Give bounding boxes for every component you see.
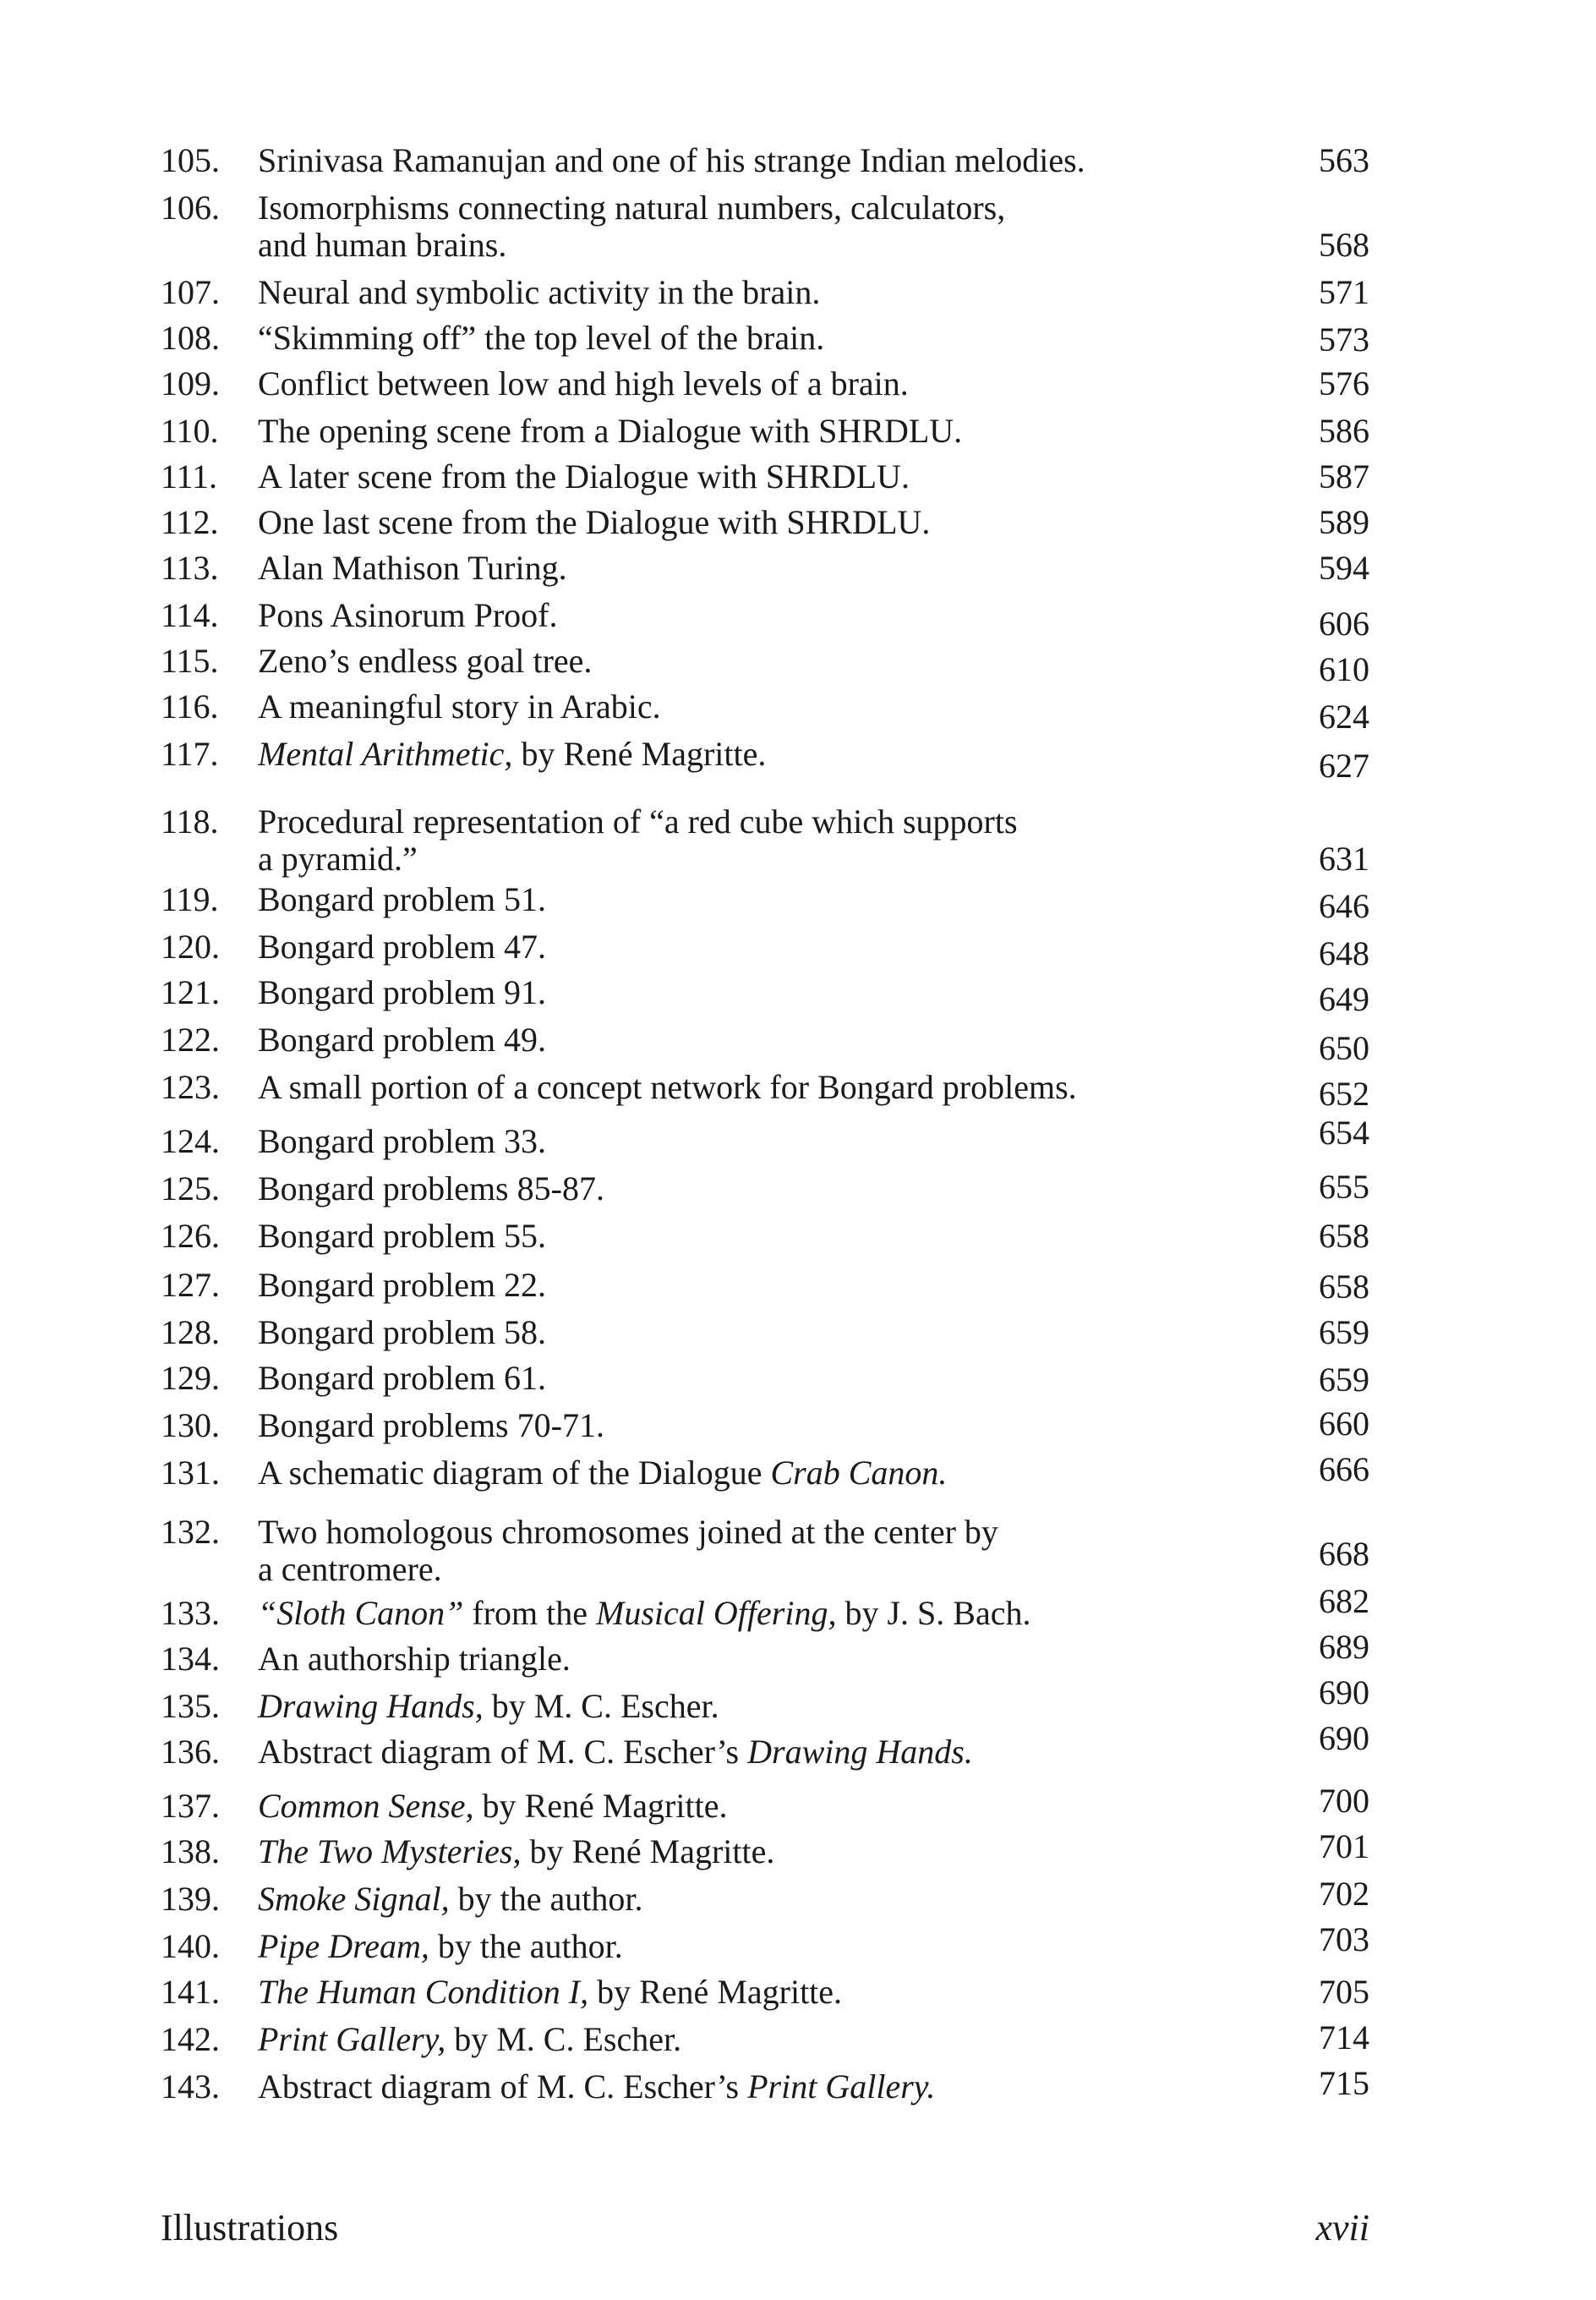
caption-italic-text: Mental Arithmetic,	[258, 735, 513, 773]
caption-italic-text: The Human Condition I,	[258, 1973, 589, 2011]
caption-text: Bongard problem 33.	[258, 1122, 547, 1160]
page-reference: 648	[1319, 934, 1369, 972]
page-reference: 610	[1319, 650, 1369, 688]
caption-italic-text: Drawing Hands,	[258, 1687, 484, 1725]
caption-text: Isomorphisms connecting natural numbers, calculators,	[258, 189, 1006, 227]
caption-line	[258, 457, 910, 496]
figure-caption	[258, 1514, 1272, 1588]
caption-text: A meaningful story in Arabic.	[258, 687, 661, 726]
caption-line	[258, 1640, 571, 1678]
figure-caption	[258, 2021, 1272, 2058]
figure-caption	[258, 1640, 1272, 1678]
page-reference: 658	[1319, 1268, 1369, 1306]
page-reference: 666	[1319, 1450, 1369, 1488]
caption-line	[258, 687, 661, 726]
figure-caption	[258, 189, 1272, 264]
page-reference: 690	[1319, 1673, 1369, 1711]
figure-number: 121.	[161, 973, 220, 1011]
caption-text: by M. C. Escher.	[445, 2020, 682, 2058]
caption-line	[258, 2067, 935, 2106]
figure-caption	[258, 1974, 1272, 2011]
page-reference: 646	[1319, 887, 1369, 925]
page-reference: 682	[1319, 1582, 1369, 1620]
figure-caption	[258, 458, 1272, 496]
caption-line	[258, 1973, 842, 2011]
page-reference: 652	[1319, 1075, 1369, 1113]
caption-text: Abstract diagram of M. C. Escher’s	[258, 1733, 748, 1771]
figure-number: 108.	[161, 319, 220, 357]
figure-number: 133.	[161, 1594, 220, 1632]
caption-italic-text: Pipe Dream,	[258, 1927, 429, 1965]
figure-number: 115.	[161, 642, 219, 680]
caption-line	[258, 735, 766, 773]
page-reference: 571	[1319, 273, 1369, 311]
figure-number: 126.	[161, 1217, 220, 1255]
page-reference: 689	[1319, 1628, 1369, 1666]
caption-line	[258, 189, 1005, 227]
page-reference: 627	[1319, 747, 1369, 785]
caption-text: by J. S. Bach.	[836, 1594, 1031, 1632]
figure-number: 110.	[161, 412, 219, 450]
figure-number: 128.	[161, 1313, 220, 1351]
caption-line	[258, 1832, 774, 1870]
figure-caption	[258, 1688, 1272, 1725]
caption-line	[258, 549, 567, 587]
caption-line	[258, 1406, 604, 1444]
figure-number: 117.	[161, 735, 219, 773]
caption-text: by René Magritte.	[512, 735, 767, 773]
caption-text: Alan Mathison Turing.	[258, 549, 567, 587]
figure-caption	[258, 1833, 1272, 1870]
figure-caption	[258, 1170, 1272, 1208]
figure-number: 116.	[161, 687, 219, 726]
caption-line	[258, 412, 962, 450]
figure-number: 138.	[161, 1832, 220, 1870]
caption-line	[258, 642, 592, 680]
figure-caption	[258, 1267, 1272, 1304]
caption-continuation: and human brains.	[258, 226, 507, 264]
caption-line	[258, 319, 824, 357]
figure-number: 123.	[161, 1068, 220, 1106]
caption-line	[258, 1594, 1030, 1632]
caption-line	[258, 1313, 546, 1351]
caption-text: Bongard problem 61.	[258, 1359, 547, 1397]
page-reference: 701	[1319, 1827, 1369, 1865]
figure-caption	[258, 1123, 1272, 1160]
caption-text: Bongard problem 47.	[258, 928, 547, 966]
page-reference: 668	[1319, 1535, 1369, 1573]
caption-italic-text: Musical Offering,	[596, 1594, 837, 1632]
figure-number: 113.	[161, 549, 219, 587]
figure-number: 142.	[161, 2020, 220, 2058]
figure-number: 107.	[161, 273, 220, 311]
caption-text: An authorship triangle.	[258, 1640, 571, 1678]
page-reference: 690	[1319, 1719, 1369, 1757]
figure-caption	[258, 1360, 1272, 1397]
figure-number: 114.	[161, 596, 219, 634]
caption-line	[258, 2020, 681, 2058]
caption-italic-text: Common Sense,	[258, 1787, 474, 1825]
caption-text: One last scene from the Dialogue with SHRDLU.	[258, 503, 931, 541]
caption-text: Srinivasa Ramanujan and one of his strange Indian melodies.	[258, 141, 1085, 179]
figure-caption	[258, 881, 1272, 918]
page-reference: 624	[1319, 698, 1369, 736]
caption-line	[258, 1513, 998, 1551]
figure-caption	[258, 736, 1272, 773]
caption-italic-text: Drawing Hands.	[747, 1733, 973, 1771]
figure-caption	[258, 1069, 1272, 1106]
list-item	[161, 2064, 1369, 2170]
caption-text: by René Magritte.	[473, 1787, 728, 1825]
footer-section-title: Illustrations	[161, 2207, 339, 2248]
figure-caption	[258, 597, 1272, 634]
page-reference: 606	[1319, 605, 1369, 643]
page-reference: 589	[1319, 503, 1369, 541]
figure-caption	[258, 274, 1272, 311]
caption-italic-text: “Sloth Canon”	[258, 1594, 464, 1632]
caption-text: Two homologous chromosomes joined at the center by	[258, 1513, 998, 1551]
caption-text: The opening scene from a Dialogue with SHRDLU.	[258, 412, 963, 450]
caption-text: Bongard problem 58.	[258, 1313, 547, 1351]
caption-text: Conflict between low and high levels of a brain.	[258, 364, 909, 402]
caption-continuation: a centromere.	[258, 1550, 442, 1588]
figure-number: 140.	[161, 1927, 220, 1965]
figure-number: 105.	[161, 141, 220, 179]
figure-number: 143.	[161, 2067, 220, 2106]
figure-number: 132.	[161, 1513, 220, 1551]
figure-number: 122.	[161, 1021, 220, 1059]
figure-number: 111.	[161, 457, 218, 496]
caption-text: Zeno’s endless goal tree.	[258, 642, 593, 680]
caption-line	[258, 1122, 546, 1160]
caption-text: by the author.	[449, 1880, 643, 1918]
figure-caption	[258, 1788, 1272, 1825]
caption-text: by René Magritte.	[521, 1832, 775, 1870]
page-reference: 655	[1319, 1168, 1369, 1206]
page-reference: 659	[1319, 1313, 1369, 1351]
figure-number: 135.	[161, 1687, 220, 1725]
figure-number: 137.	[161, 1787, 220, 1825]
figure-caption	[258, 2068, 1272, 2106]
caption-italic-text: The Two Mysteries,	[258, 1832, 522, 1870]
caption-text: Pons Asinorum Proof.	[258, 596, 558, 634]
caption-line	[258, 802, 1018, 841]
caption-line	[258, 596, 558, 634]
figure-caption	[258, 643, 1272, 680]
figure-number: 141.	[161, 1973, 220, 2011]
caption-text: Procedural representation of “a red cube which supports	[258, 802, 1018, 841]
caption-text: Neural and symbolic activity in the brain.	[258, 273, 821, 311]
figure-caption	[258, 320, 1272, 357]
figure-number: 119.	[161, 880, 219, 918]
figure-number: 139.	[161, 1880, 220, 1918]
page-reference: 654	[1319, 1114, 1369, 1152]
figure-number: 127.	[161, 1266, 220, 1304]
figure-number: 118.	[161, 802, 219, 841]
caption-line	[258, 928, 546, 966]
caption-line	[258, 1068, 1077, 1106]
page-reference: 573	[1319, 320, 1369, 359]
figure-caption	[258, 504, 1272, 541]
figure-caption	[258, 1021, 1272, 1059]
page-reference: 563	[1319, 141, 1369, 179]
page-reference: 702	[1319, 1875, 1369, 1913]
caption-text: Bongard problem 22.	[258, 1266, 547, 1304]
caption-text: Bongard problem 49.	[258, 1021, 547, 1059]
figure-number: 124.	[161, 1122, 220, 1160]
figure-caption	[258, 688, 1272, 726]
caption-text: by M. C. Escher.	[483, 1687, 719, 1725]
figure-caption	[258, 928, 1272, 966]
page-reference: 703	[1319, 1920, 1369, 1958]
figure-number: 112.	[161, 503, 219, 541]
caption-line	[258, 1021, 546, 1059]
page-reference: 631	[1319, 840, 1369, 878]
figure-number: 109.	[161, 364, 220, 402]
page-reference: 587	[1319, 457, 1369, 496]
caption-text: from the	[463, 1594, 597, 1632]
caption-text: A small portion of a concept network for Bongard problems.	[258, 1068, 1077, 1106]
figure-number: 106.	[161, 189, 220, 227]
figure-number: 136.	[161, 1733, 220, 1771]
caption-line	[258, 1733, 973, 1771]
page-reference: 658	[1319, 1217, 1369, 1255]
caption-text: Bongard problems 85-87.	[258, 1169, 604, 1208]
page-reference: 659	[1319, 1361, 1369, 1399]
page-reference: 594	[1319, 549, 1369, 587]
caption-text: Bongard problem 91.	[258, 973, 547, 1011]
figure-number: 129.	[161, 1359, 220, 1397]
caption-text: Bongard problem 55.	[258, 1217, 547, 1255]
figure-number: 134.	[161, 1640, 220, 1678]
caption-text: A schematic diagram of the Dialogue	[258, 1454, 771, 1492]
caption-line	[258, 1787, 727, 1825]
caption-line	[258, 1454, 947, 1492]
caption-line	[258, 503, 930, 541]
figure-caption	[258, 1928, 1272, 1965]
figure-caption	[258, 1454, 1272, 1492]
figure-caption	[258, 1595, 1272, 1632]
caption-line	[258, 1687, 719, 1725]
figure-number: 131.	[161, 1454, 220, 1492]
caption-line	[258, 880, 546, 918]
caption-text: A later scene from the Dialogue with SHRDLU.	[258, 457, 910, 496]
footer-page-number: xvii	[1315, 2207, 1369, 2248]
page-reference: 649	[1319, 980, 1369, 1018]
caption-text: by René Magritte.	[588, 1973, 843, 2011]
caption-italic-text: Print Gallery.	[747, 2067, 936, 2106]
caption-italic-text: Crab Canon.	[770, 1454, 948, 1492]
figure-caption	[258, 1733, 1272, 1771]
caption-text: Bongard problems 70-71.	[258, 1406, 604, 1444]
caption-italic-text: Print Gallery,	[258, 2020, 446, 2058]
figure-caption	[258, 142, 1272, 179]
figure-number: 120.	[161, 928, 220, 966]
figure-caption	[258, 803, 1272, 878]
figure-number: 130.	[161, 1406, 220, 1444]
caption-line	[258, 1359, 546, 1397]
caption-line	[258, 973, 546, 1011]
page-reference: 700	[1319, 1782, 1369, 1820]
caption-line	[258, 1217, 546, 1255]
page-reference: 714	[1319, 2018, 1369, 2056]
figure-caption	[258, 413, 1272, 450]
caption-italic-text: Smoke Signal,	[258, 1880, 450, 1918]
page-reference: 586	[1319, 412, 1369, 450]
figure-caption	[258, 1218, 1272, 1255]
page-reference: 650	[1319, 1029, 1369, 1067]
caption-text: Abstract diagram of M. C. Escher’s	[258, 2067, 748, 2106]
caption-continuation: a pyramid.”	[258, 840, 418, 878]
figure-caption	[258, 974, 1272, 1011]
page-reference: 660	[1319, 1405, 1369, 1443]
caption-text: “Skimming off” the top level of the brain.	[258, 319, 825, 357]
figure-caption	[258, 365, 1272, 402]
caption-line	[258, 1880, 642, 1918]
caption-line	[258, 1266, 546, 1304]
page-reference: 705	[1319, 1973, 1369, 2011]
caption-line	[258, 1927, 623, 1965]
figure-caption	[258, 1314, 1272, 1351]
caption-text: Bongard problem 51.	[258, 880, 547, 918]
caption-line	[258, 364, 909, 402]
figure-number: 125.	[161, 1169, 220, 1208]
page-reference: 715	[1319, 2064, 1369, 2102]
page-reference: 576	[1319, 364, 1369, 402]
page-reference: 568	[1319, 226, 1369, 264]
caption-line	[258, 273, 820, 311]
caption-line	[258, 1169, 604, 1208]
figure-caption	[258, 1407, 1272, 1444]
caption-line	[258, 141, 1085, 179]
figure-caption	[258, 1881, 1272, 1918]
figure-caption	[258, 550, 1272, 587]
caption-text: by the author.	[429, 1927, 623, 1965]
